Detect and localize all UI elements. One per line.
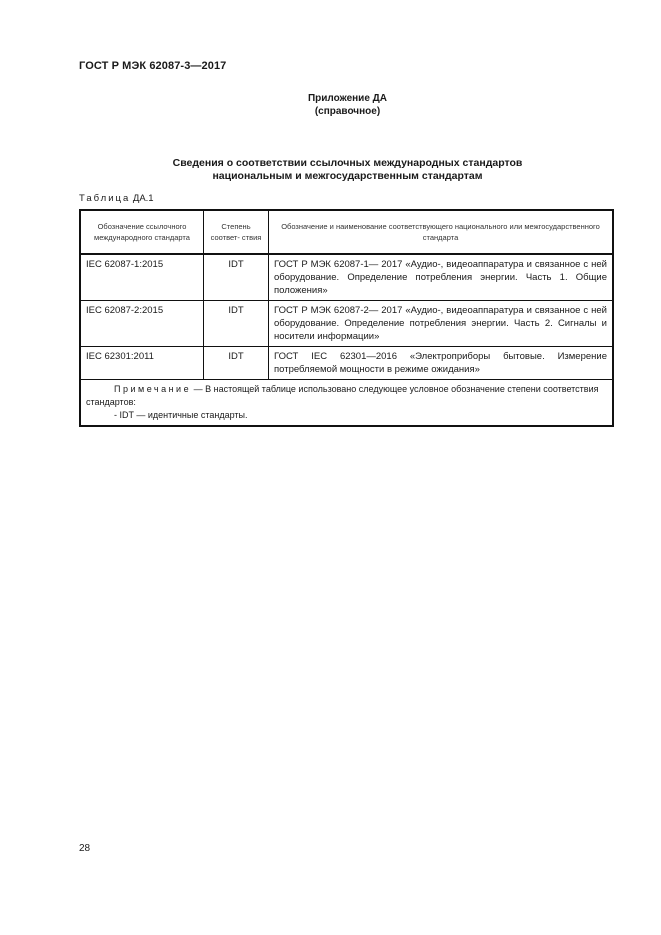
note-list-item: - IDT — идентичные стандарты. (114, 410, 248, 420)
cell-national-standard: ГОСТ Р МЭК 62087-2— 2017 «Аудио-, видеоаппаратура и связанное с ней оборудование. Определение потребления энергии. Часть 2. Сигналы и носители информации» (269, 301, 614, 347)
section-heading-line-1: Сведения о соответствии ссылочных международных стандартов (172, 157, 523, 169)
note-text: — В настоящей таблице использовано следующее условное обозначение степени соответствия стандартов: (86, 384, 599, 407)
cell-national-standard: ГОСТ IEC 62301—2016 «Электроприборы бытовые. Измерение потребляемой мощности в режиме ожидания» (269, 347, 614, 380)
cell-standard: IEC 62087-2:2015 (80, 301, 204, 347)
table-note-row (80, 380, 613, 427)
appendix-header (0, 92, 661, 118)
table-caption (79, 193, 154, 204)
table-note (80, 380, 613, 427)
appendix-title: Приложение ДА (307, 93, 388, 104)
appendix-subtitle: (справочное) (314, 106, 381, 117)
column-header-national-standard: Обозначение и наименование соответствующего национального или межгосударственного стандарта (269, 210, 614, 254)
column-header-degree: Степень соответ- ствия (204, 210, 269, 254)
table-caption-id: ДА.1 (130, 193, 154, 204)
cell-standard: IEC 62087-1:2015 (80, 254, 204, 301)
page-number: 28 (79, 843, 91, 854)
cell-standard: IEC 62301:2011 (80, 347, 204, 380)
note-label: Примечание (114, 384, 192, 394)
section-heading-line-2: национальным и межгосударственным стандартам (212, 170, 483, 182)
table-row (80, 254, 613, 301)
cell-national-standard: ГОСТ Р МЭК 62087-1— 2017 «Аудио-, видеоаппаратура и связанное с ней оборудование. Определение потребления энергии. Часть 1. Общие положения» (269, 254, 614, 301)
table-row (80, 347, 613, 380)
document-code: ГОСТ Р МЭК 62087-3—2017 (79, 60, 227, 72)
column-header-standard: Обозначение ссылочного международного стандарта (80, 210, 204, 254)
cell-degree: IDT (204, 347, 269, 380)
cell-degree: IDT (204, 301, 269, 347)
cell-degree: IDT (204, 254, 269, 301)
table-caption-prefix: Таблица (79, 193, 131, 204)
section-heading (0, 157, 661, 183)
table-row (80, 301, 613, 347)
note-text-block (86, 383, 607, 409)
table-header-row (80, 210, 613, 254)
correspondence-table (79, 209, 614, 427)
